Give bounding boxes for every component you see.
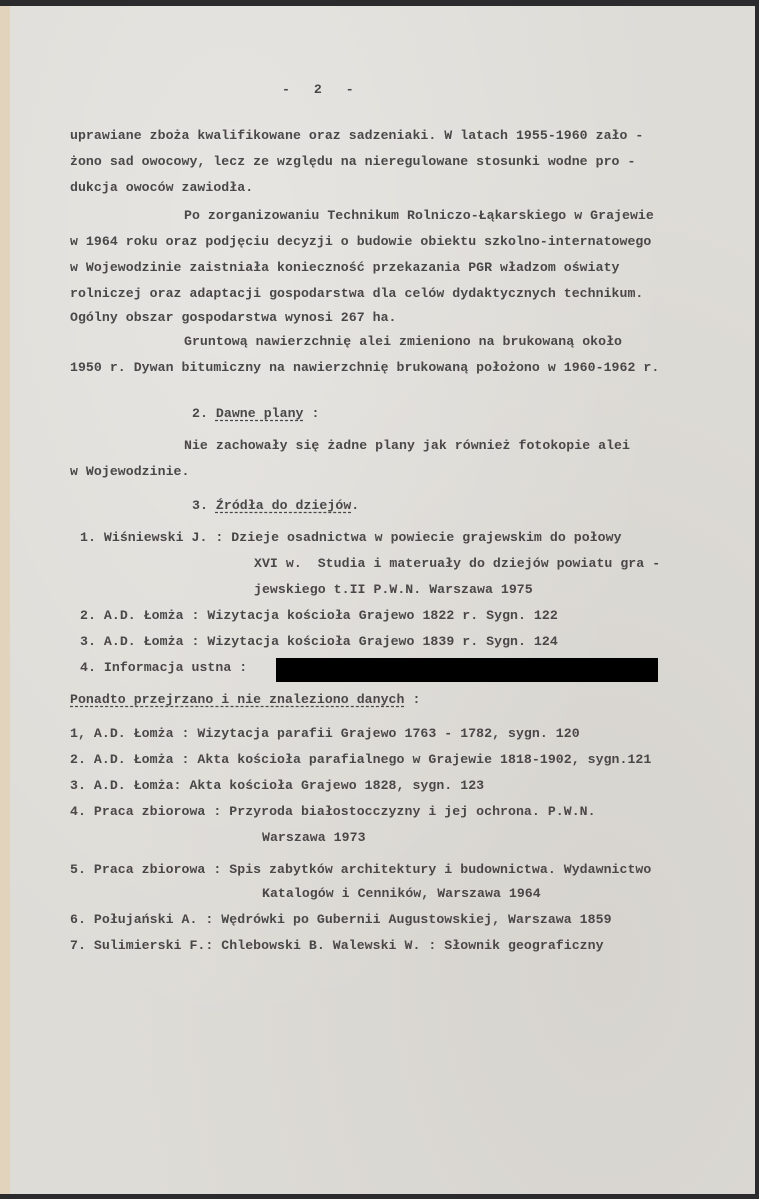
paragraph-2-line-1: Po zorganizowaniu Technikum Rolniczo-Łąkarskiego w Grajewie <box>184 208 654 223</box>
paragraph-2-line-2: w 1964 roku oraz podjęciu decyzji o budowie obiektu szkolno-internatowego <box>70 234 652 249</box>
additional-source-5-line-1: 5. Praca zbiorowa : Spis zabytków architektury i budownictwa. Wydawnictwo <box>70 862 652 877</box>
paragraph-3-line-1: Gruntową nawierzchnię alei zmieniono na brukowaną około <box>184 334 623 349</box>
additional-sources-title: Ponadto przejrzano i nie znaleziono danych <box>70 692 405 707</box>
additional-source-5-line-2: Katalogów i Cenników, Warszawa 1964 <box>262 886 541 901</box>
paragraph-1-line-3: dukcja owoców zawiodła. <box>70 180 254 195</box>
page-number: - 2 - <box>282 82 354 97</box>
section-3-heading <box>192 498 359 514</box>
source-3: 3. A.D. Łomża : Wizytacja kościoła Grajewo 1839 r. Sygn. 124 <box>80 634 558 649</box>
source-2: 2. A.D. Łomża : Wizytacja kościoła Grajewo 1822 r. Sygn. 122 <box>80 608 558 623</box>
additional-source-6: 6. Połujański A. : Wędrówki po Gubernii Augustowskiej, Warszawa 1859 <box>70 912 612 927</box>
additional-sources-heading <box>70 692 420 708</box>
section-2-suffix: : <box>303 406 320 421</box>
paragraph-3-line-2: 1950 r. Dywan bitumiczny na nawierzchnię brukowaną położono w 1960-1962 r. <box>70 360 660 375</box>
section-2-body-line-1: Nie zachowały się żadne plany jak również fotokopie alei <box>184 438 630 453</box>
typewritten-page <box>0 6 755 1194</box>
additional-source-7: 7. Sulimierski F.: Chlebowski B. Walewski W. : Słownik geograficzny <box>70 938 604 953</box>
additional-source-3: 3. A.D. Łomża: Akta kościoła Grajewo 1828, sygn. 123 <box>70 778 485 793</box>
section-3-number: 3. <box>192 498 208 513</box>
paragraph-2-line-5: Ogólny obszar gospodarstwa wynosi 267 ha. <box>70 310 397 325</box>
paragraph-1-line-1: uprawiane zboża kwalifikowane oraz sadzeniaki. W latach 1955-1960 zało - <box>70 128 644 143</box>
section-2-title: Dawne plany <box>215 406 304 421</box>
paragraph-2-line-3: w Wojewodzinie zaistniała konieczność przekazania PGR władzom oświaty <box>70 260 620 275</box>
additional-source-1: 1, A.D. Łomża : Wizytacja parafii Grajewo 1763 - 1782, sygn. 120 <box>70 726 580 741</box>
section-2-body-line-2: w Wojewodzinie. <box>70 464 190 479</box>
source-1-line-2: XVI w. Studia i materuały do dziejów powiatu gra - <box>254 556 661 571</box>
source-1-line-1: 1. Wiśniewski J. : Dzieje osadnictwa w powiecie grajewskim do połowy <box>80 530 622 545</box>
additional-sources-suffix: : <box>404 692 421 707</box>
source-1-line-3: jewskiego t.II P.W.N. Warszawa 1975 <box>254 582 533 597</box>
additional-source-4-line-2: Warszawa 1973 <box>262 830 366 845</box>
paragraph-2-line-4: rolniczej oraz adaptacji gospodarstwa dla celów dydaktycznych technikum. <box>70 286 644 301</box>
section-3-suffix: . <box>351 498 360 513</box>
section-2-number: 2. <box>192 406 208 421</box>
additional-source-4-line-1: 4. Praca zbiorowa : Przyroda białostocczyzny i jej ochrona. P.W.N. <box>70 804 596 819</box>
section-3-title: Źródła do dziejów <box>215 498 352 513</box>
additional-source-2: 2. A.D. Łomża : Akta kościoła parafialnego w Grajewie 1818-1902, sygn.121 <box>70 752 652 767</box>
source-4: 4. Informacja ustna : <box>80 660 248 675</box>
redaction-block <box>276 658 658 682</box>
section-2-heading <box>192 406 319 422</box>
paragraph-1-line-2: żono sad owocowy, lecz ze względu na nieregulowane stosunki wodne pro - <box>70 154 636 169</box>
